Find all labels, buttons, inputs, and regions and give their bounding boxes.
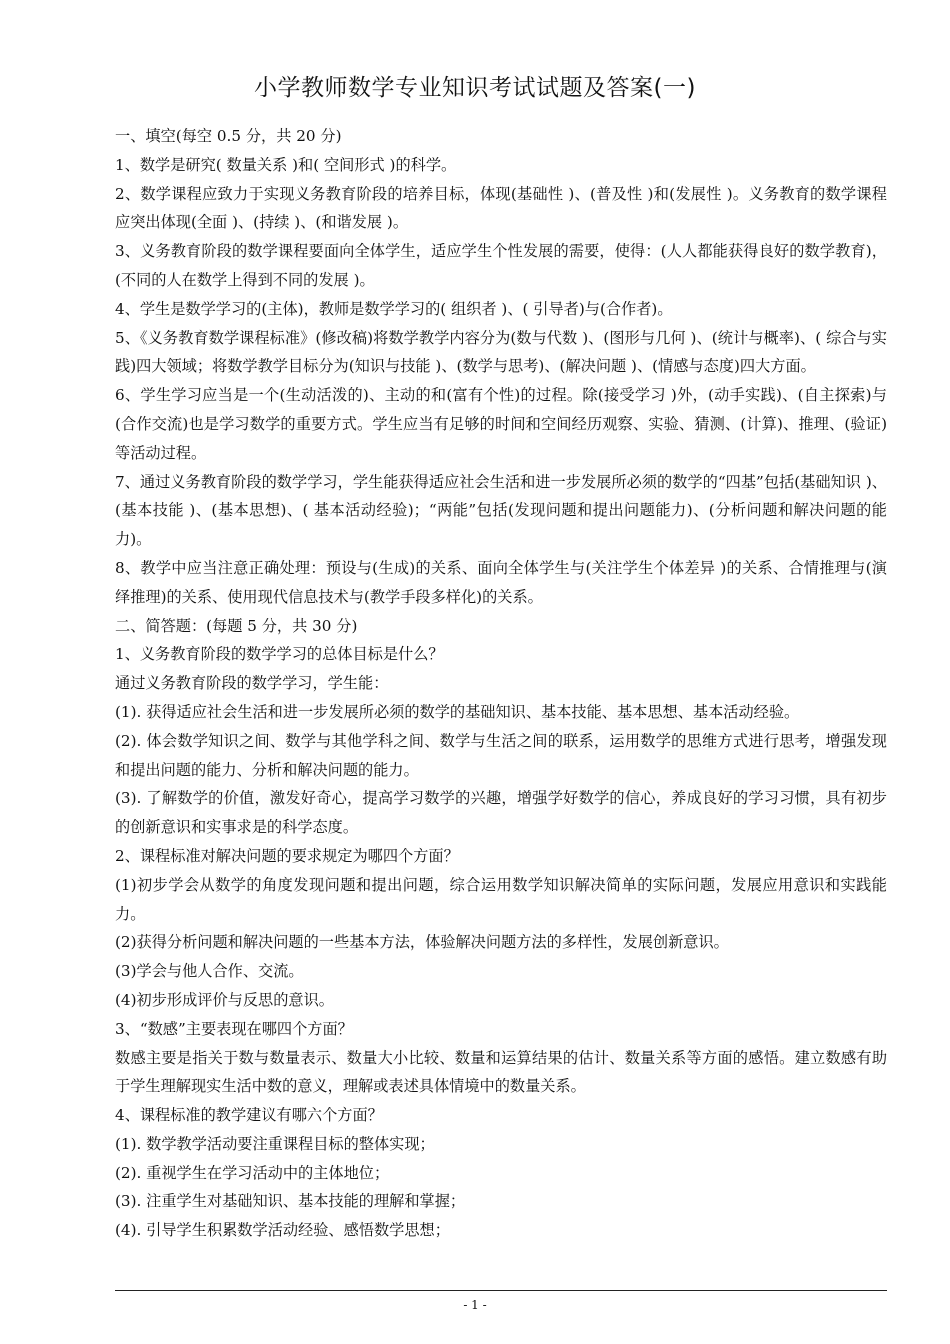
answer-paragraph: (1). 数学教学活动要注重课程目标的整体实现； — [115, 1134, 435, 1153]
answer-paragraph: (2). 体会数学知识之间、数学与其他学科之间、数学与生活之间的联系，运用数学的思维方式进行思考，增强发现和提出问题的能力、分析和解决问题的能力。 — [115, 731, 887, 779]
question-paragraph: 1、数学是研究( 数量关系 )和( 空间形式 )的科学。 — [115, 155, 457, 174]
answer-paragraph: (4)初步形成评价与反思的意识。 — [115, 990, 334, 1009]
question-paragraph: 2、数学课程应致力于实现义务教育阶段的培养目标，体现(基础性 )、(普及性 )和(发展性 )。义务教育的数学课程应突出体现(全面 )、(持续 )、(和谐发展 )。 — [115, 184, 887, 232]
question-paragraph: 3、义务教育阶段的数学课程要面向全体学生，适应学生个性发展的需要，使得：(人人都能获得良好的数学教育)，(不同的人在数学上得到不同的发展 )。 — [115, 242, 887, 289]
page-number: - 1 - — [463, 1298, 487, 1312]
answer-paragraph: (3)学会与他人合作、交流。 — [115, 962, 304, 981]
question-paragraph: 5、《义务教育数学课程标准》(修改稿)将数学教学内容分为(数与代数 )、(图形与几何 )、(统计与概率)、( 综合与实践)四大领域；将数学教学目标分为(知识与技能 )、(数学与思考)、(解决问题 )、(情感与态度)四大方面。 — [115, 328, 887, 376]
answer-paragraph: (1). 获得适应社会生活和进一步发展所必须的数学的基础知识、基本技能、基本思想、基本活动经验。 — [115, 702, 800, 721]
answer-paragraph: (3). 注重学生对基础知识、基本技能的理解和掌握； — [115, 1192, 466, 1211]
question-paragraph: 4、学生是数学学习的(主体)，教师是数学学习的( 组织者 )、( 引导者)与(合作者)。 — [115, 299, 673, 318]
question-title: 1、义务教育阶段的数学学习的总体目标是什么？ — [115, 645, 444, 664]
question-paragraph: 8、教学中应当注意正确处理：预设与(生成)的关系、面向全体学生与(关注学生个体差异 )的关系、合情推理与(演绎推理)的关系、使用现代信息技术与(教学手段多样化)的关系。 — [115, 558, 887, 606]
answer-paragraph: (2)获得分析问题和解决问题的一些基本方法，体验解决问题方法的多样性，发展创新意识。 — [115, 933, 729, 952]
question-title: 3、“数感”主要表现在哪四个方面？ — [115, 1019, 353, 1038]
section-heading-short-answer: 二、简答题：(每题 5 分，共 30 分) — [115, 616, 358, 635]
answer-paragraph: 通过义务教育阶段的数学学习，学生能： — [115, 674, 389, 693]
section-heading-fill-in: 一、填空(每空 0.5 分，共 20 分) — [115, 127, 342, 145]
document-body — [115, 122, 887, 1245]
question-title: 4、课程标准的教学建议有哪六个方面？ — [115, 1106, 383, 1125]
answer-paragraph: (4). 引导学生积累数学活动经验、感悟数学思想； — [115, 1221, 450, 1240]
answer-paragraph: (2). 重视学生在学习活动中的主体地位； — [115, 1163, 390, 1182]
question-title: 2、课程标准对解决问题的要求规定为哪四个方面？ — [115, 846, 459, 865]
document-title: 小学教师数学专业知识考试试题及答案(一) — [254, 75, 696, 101]
answer-paragraph: 数感主要是指关于数与数量表示、数量大小比较、数量和运算结果的估计、数量关系等方面的感悟。建立数感有助于学生理解现实生活中数的意义，理解或表述具体情境中的数量关系。 — [115, 1048, 887, 1096]
answer-paragraph: (1)初步学会从数学的角度发现问题和提出问题，综合运用数学知识解决简单的实际问题，发展应用意识和实践能力。 — [115, 875, 887, 923]
footer-divider — [115, 1290, 887, 1291]
question-paragraph: 7、通过义务教育阶段的数学学习，学生能获得适应社会生活和进一步发展所必须的数学的“四基”包括(基础知识 )、(基本技能 )、(基本思想)、( 基本活动经验)；“两能”包括(发现问题和提出问题能力)、(分析问题和解决问题的能力)。 — [115, 472, 887, 549]
question-paragraph: 6、学生学习应当是一个(生动活泼的)、主动的和(富有个性)的过程。除(接受学习 )外，(动手实践)、(自主探索)与(合作交流)也是学习数学的重要方式。学生应当有足够的时间和空间经历观察、实验、猜测、(计算)、推理、(验证)等活动过程。 — [115, 386, 887, 462]
answer-paragraph: (3). 了解数学的价值，激发好奇心，提高学习数学的兴趣，增强学好数学的信心，养成良好的学习习惯，具有初步的创新意识和实事求是的科学态度。 — [115, 789, 887, 837]
